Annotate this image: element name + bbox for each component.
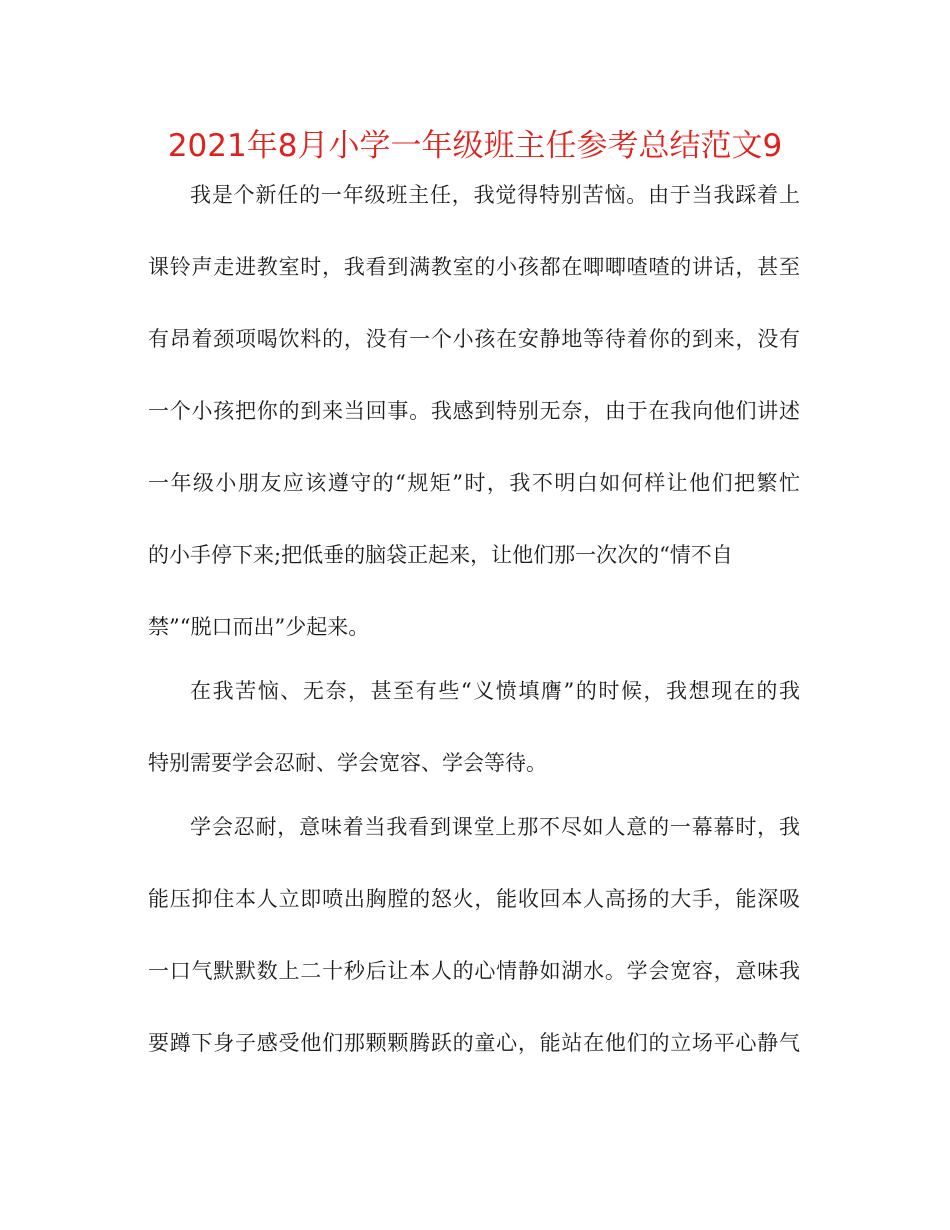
body-line-2: 课铃声走进教室时，我看到满教室的小孩都在唧唧喳喳的讲话，甚至: [148, 255, 800, 279]
body-line-11: 能压抑住本人立即喷出胸膛的怒火，能收回本人高扬的大手，能深吸: [148, 887, 800, 911]
body-line-3: 有昂着颈项喝饮料的，没有一个小孩在安静地等待着你的到来，没有: [148, 327, 800, 351]
body-line-6: 的小手停下来;把低垂的脑袋正起来，让他们那一次次的“情不自: [148, 543, 733, 567]
body-line-4: 一个小孩把你的到来当回事。我感到特别无奈，由于在我向他们讲述: [148, 399, 800, 423]
document-title: 2021年8月小学一年级班主任参考总结范文9: [167, 128, 783, 164]
body-line-8: 在我苦恼、无奈，甚至有些“义愤填膺”的时候，我想现在的我: [190, 679, 800, 703]
body-line-12: 一口气默默数上二十秒后让本人的心情静如湖水。学会宽容，意味我: [148, 959, 800, 983]
body-line-13: 要蹲下身子感受他们那颗颗腾跃的童心，能站在他们的立场平心静气: [148, 1031, 800, 1055]
body-line-5: 一年级小朋友应该遵守的“规矩”时，我不明白如何样让他们把繁忙: [148, 471, 800, 495]
body-line-10: 学会忍耐，意味着当我看到课堂上那不尽如人意的一幕幕时，我: [190, 815, 800, 839]
body-line-1: 我是个新任的一年级班主任，我觉得特别苦恼。由于当我踩着上: [190, 183, 800, 207]
body-line-9: 特别需要学会忍耐、学会宽容、学会等待。: [148, 751, 547, 775]
body-line-7: 禁”“脱口而出”少起来。: [148, 615, 370, 639]
